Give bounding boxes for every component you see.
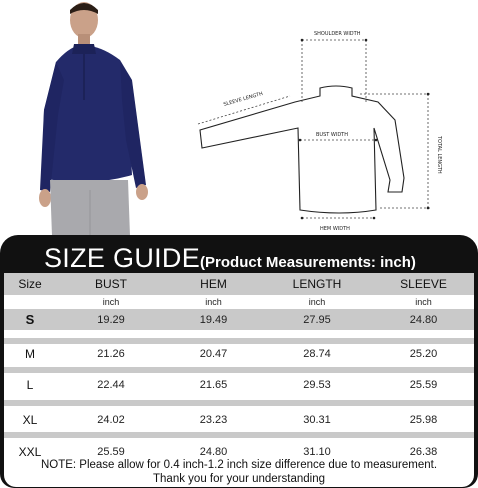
table-header-row: [4, 273, 474, 295]
hem-cell: 21.65: [199, 379, 228, 391]
total-length-label: TOTAL LENGTH: [436, 136, 442, 174]
table-units-row: [4, 295, 474, 308]
model-photo: [28, 0, 168, 236]
sleeve-cell: 25.20: [409, 348, 438, 360]
bust-cell: 19.29: [97, 313, 125, 326]
sleeve-cell: 24.80: [409, 313, 438, 326]
measurement-note: NOTE: Please allow for 0.4 inch-1.2 inch size difference due to measurement.: [40, 459, 438, 471]
sleeve-cell: 26.38: [409, 446, 438, 458]
hem-cell: 24.80: [199, 446, 228, 458]
length-cell: 27.95: [303, 313, 331, 326]
product-images: [0, 0, 478, 236]
hem-cell: 23.23: [199, 414, 228, 426]
bust-cell: 22.44: [97, 379, 125, 391]
header-length: LENGTH: [292, 277, 342, 291]
hem-width-label: HEM WIDTH: [320, 226, 350, 232]
hem-cell: 20.47: [199, 348, 228, 360]
size-table: [4, 273, 474, 487]
bust-width-label: BUST WIDTH: [316, 132, 348, 138]
row-divider: [4, 400, 474, 406]
unit-hem: inch: [205, 296, 222, 307]
shoulder-width-label: SHOULDER WIDTH: [314, 31, 361, 37]
length-cell: 28.74: [303, 348, 331, 360]
size-cell: XXL: [18, 445, 42, 459]
unit-size: [4, 295, 56, 308]
size-cell: M: [25, 347, 35, 361]
table-row: [4, 344, 474, 364]
unit-sleeve: inch: [415, 296, 432, 307]
unit-length: inch: [308, 296, 326, 307]
sleeve-cell: 25.98: [409, 414, 438, 426]
row-divider: [4, 432, 474, 438]
size-cell: XL: [22, 413, 38, 427]
header-sleeve: SLEEVE: [400, 277, 447, 291]
length-cell: 29.53: [303, 379, 331, 391]
bust-cell: 21.26: [97, 348, 125, 360]
length-cell: 31.10: [303, 446, 331, 458]
thank-you-note: Thank you for your understanding: [153, 473, 325, 485]
size-cell: L: [26, 378, 34, 392]
bust-cell: 25.59: [97, 446, 125, 458]
header-bust: BUST: [94, 277, 127, 291]
header-size: Size: [18, 277, 42, 291]
sleeve-cell: 25.59: [409, 379, 438, 391]
bust-cell: 24.02: [97, 414, 125, 426]
length-cell: 30.31: [303, 414, 331, 426]
sleeve-length-label: SLEEVE LENGTH: [222, 90, 264, 108]
size-guide-title: [44, 243, 416, 274]
subtitle-text: (Product Measurements: inch): [200, 254, 416, 271]
unit-bust: inch: [102, 296, 120, 307]
row-divider: [4, 367, 474, 373]
size-cell: S: [25, 312, 35, 327]
table-row: [4, 375, 474, 395]
hem-cell: 19.49: [199, 313, 228, 326]
table-row: [4, 309, 474, 330]
table-row: [4, 410, 474, 430]
header-hem: HEM: [200, 277, 227, 291]
measurement-diagram: [190, 20, 470, 235]
title-text: SIZE GUIDE: [44, 243, 201, 273]
